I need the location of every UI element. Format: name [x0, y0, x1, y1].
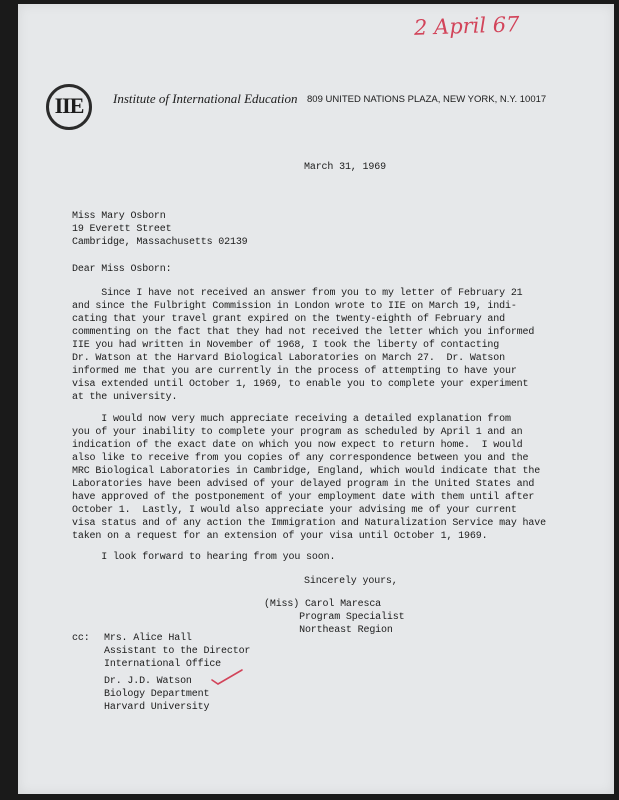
paragraph-1-line: Dr. Watson at the Harvard Biological Laboratories on March 27. Dr. Watson [72, 353, 505, 364]
paragraph-2-line: I would now very much appreciate receiving a detailed explanation from [72, 414, 511, 425]
paragraph-2-line: October 1. Lastly, I would also appreciate your advising me of your current [72, 505, 517, 516]
paragraph-2-line: visa status and of any action the Immigration and Naturalization Service may have [72, 518, 546, 529]
recipient-city: Cambridge, Massachusetts 02139 [72, 237, 248, 248]
letter-page [18, 4, 614, 794]
signature-name: (Miss) Carol Maresca [264, 599, 382, 610]
paragraph-2-line: also like to receive from you copies of any correspondence between you and the [72, 453, 529, 464]
logo-text: IIE [54, 93, 84, 118]
paragraph-1-line: at the university. [72, 392, 178, 403]
closing: Sincerely yours, [304, 576, 398, 587]
cc1-title: Assistant to the Director [104, 646, 251, 657]
paragraph-1-line: Since I have not received an answer from you to my letter of February 21 [72, 288, 523, 299]
handwritten-date-note: 2 April 67 [413, 12, 520, 40]
cc2-university: Harvard University [104, 702, 210, 713]
cc1-office: International Office [104, 659, 222, 670]
paragraph-3: I look forward to hearing from you soon. [72, 552, 336, 563]
recipient-name: Miss Mary Osborn [72, 211, 166, 222]
cc1-name: Mrs. Alice Hall [104, 633, 192, 644]
paragraph-1-line: IIE you had written in November of 1968, I took the liberty of contacting [72, 340, 500, 351]
paragraph-1-line: cating that your travel grant expired on the twenty-eighth of February and [72, 314, 505, 325]
cc2-name: Dr. J.D. Watson [104, 676, 192, 687]
iie-logo [46, 84, 92, 130]
cc2-department: Biology Department [104, 689, 210, 700]
paragraph-1-line: informed me that you are currently in the process of attempting to have your [72, 366, 517, 377]
paragraph-2-line: MRC Biological Laboratories in Cambridge, England, which would indicate that the [72, 466, 541, 477]
paragraph-1-line: commenting on the fact that they had not received the letter which you informed [72, 327, 535, 338]
paragraph-2-line: taken on a request for an extension of your visa until October 1, 1969. [72, 531, 488, 542]
paragraph-1-line: visa extended until October 1, 1969, to enable you to complete your experiment [72, 379, 529, 390]
letter-date: March 31, 1969 [304, 162, 386, 173]
signature-title: Program Specialist [264, 612, 405, 623]
signature-region: Northeast Region [264, 625, 393, 636]
recipient-street: 19 Everett Street [72, 224, 172, 235]
paragraph-2-line: have approved of the postponement of your employment date with them until after [72, 492, 535, 503]
organization-name: Institute of International Education [113, 91, 298, 106]
paragraph-2-line: you of your inability to complete your program as scheduled by April 1 and an [72, 427, 523, 438]
paragraph-2-line: Laboratories have been advised of your delayed program in the United States and [72, 479, 535, 490]
cc-label: cc: [72, 633, 90, 644]
paragraph-2-line: indication of the exact date on which you now expect to return home. I would [72, 440, 523, 451]
check-mark-icon [210, 668, 244, 686]
salutation: Dear Miss Osborn: [72, 264, 172, 275]
paragraph-1-line: and since the Fulbright Commission in London wrote to IIE on March 19, indi- [72, 301, 517, 312]
organization-address: 809 UNITED NATIONS PLAZA, NEW YORK, N.Y. 10017 [307, 94, 547, 105]
